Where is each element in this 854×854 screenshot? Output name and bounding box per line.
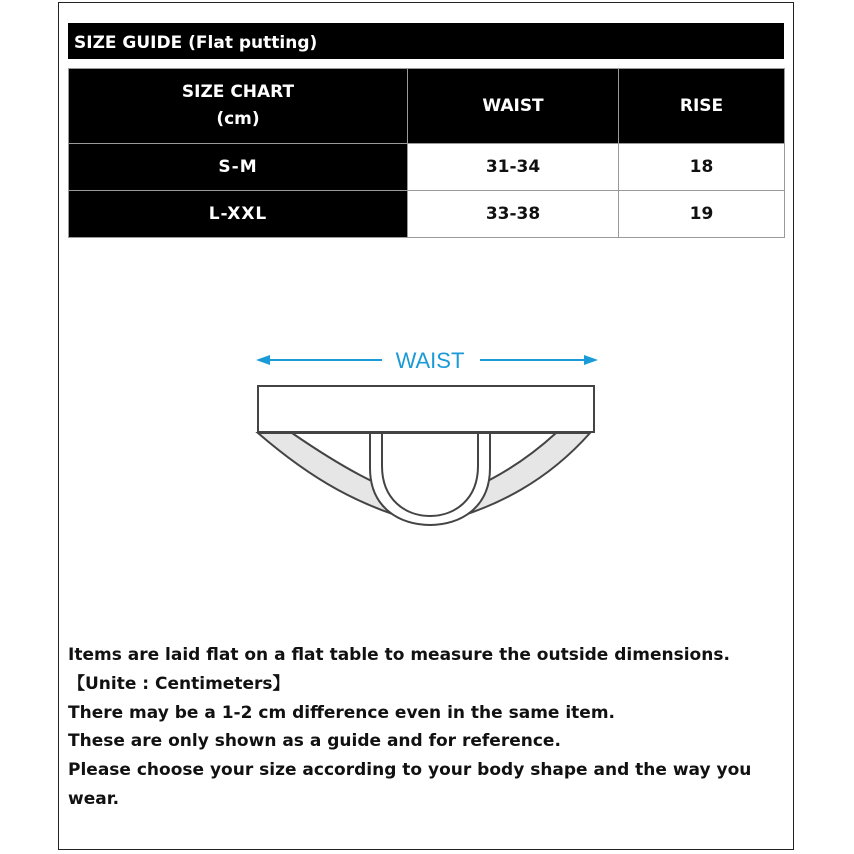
note-line: There may be a 1-2 cm difference even in the same item. (68, 702, 616, 723)
table-row (69, 144, 785, 191)
note-line: Please choose your size according to your body shape and the way you wear. (68, 760, 752, 809)
size-cell: L-XXL (69, 191, 408, 238)
note-line: Items are laid flat on a flat table to measure the outside dimensions. (68, 645, 730, 665)
size-chart-header-label: SIZE CHART (181, 82, 295, 102)
page-title: SIZE GUIDE (Flat putting) (68, 23, 784, 59)
size-chart-table (68, 68, 785, 238)
notes-section (68, 641, 784, 814)
waist-cell: 33-38 (408, 191, 619, 238)
waistband-shape (258, 386, 594, 432)
note-line: 【Unite : Centimeters】 (68, 673, 290, 694)
waist-arrow-right-head (584, 355, 598, 365)
table-header-row (69, 69, 785, 144)
rise-cell: 19 (619, 191, 785, 238)
rise-header: RISE (619, 69, 785, 144)
size-chart-header (69, 69, 408, 144)
waist-cell: 31-34 (408, 144, 619, 191)
waist-arrow-left-head (256, 355, 270, 365)
rise-cell: 18 (619, 144, 785, 191)
waist-diagram-label: WAIST (395, 348, 465, 373)
size-chart-header-unit: (cm) (216, 109, 260, 129)
size-cell: S-M (69, 144, 408, 191)
table-row (69, 191, 785, 238)
note-line: These are only shown as a guide and for reference. (68, 731, 561, 752)
waist-header: WAIST (408, 69, 619, 144)
pouch-inner-shape (382, 433, 478, 516)
waist-measurement-diagram (250, 338, 610, 538)
